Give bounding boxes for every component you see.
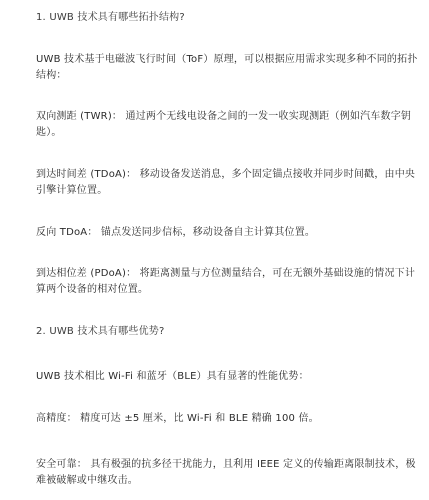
reverse-tdoa-paragraph: 反向 TDoA： 锚点发送同步信标，移动设备自主计算其位置。 [36,227,316,238]
pdoa-paragraph: 到达相位差 (PDoA)： 将距离测量与方位测量结合，可在无额外基础设施的情况下计算两个设备的相对位置。 [36,268,416,295]
high-precision-paragraph: 高精度： 精度可达 ±5 厘米，比 Wi-Fi 和 BLE 精确 100 倍。 [36,413,319,424]
tdoa-paragraph: 到达时间差 (TDoA)： 移动设备发送消息，多个固定锚点接收并同步时间戳，由中央引擎计算位置。 [36,169,416,196]
advantages-intro-paragraph: UWB 技术相比 Wi-Fi 和蓝牙（BLE）具有显著的性能优势： [36,371,309,382]
section-2-heading: 2. UWB 技术具有哪些优势? [36,326,165,337]
section-1-heading: 1. UWB 技术具有哪些拓扑结构? [36,12,185,23]
security-paragraph: 安全可靠： 具有极强的抗多径干扰能力，且利用 IEEE 定义的传输距离限制技术，极难被破解或中继攻击。 [36,459,416,486]
twr-paragraph: 双向测距 (TWR)： 通过两个无线电设备之间的一发一收实现测距（例如汽车数字钥匙）。 [36,111,412,138]
topology-intro-paragraph: UWB 技术基于电磁波飞行时间（ToF）原理，可以根据应用需求实现多种不同的拓扑结构： [36,54,418,81]
